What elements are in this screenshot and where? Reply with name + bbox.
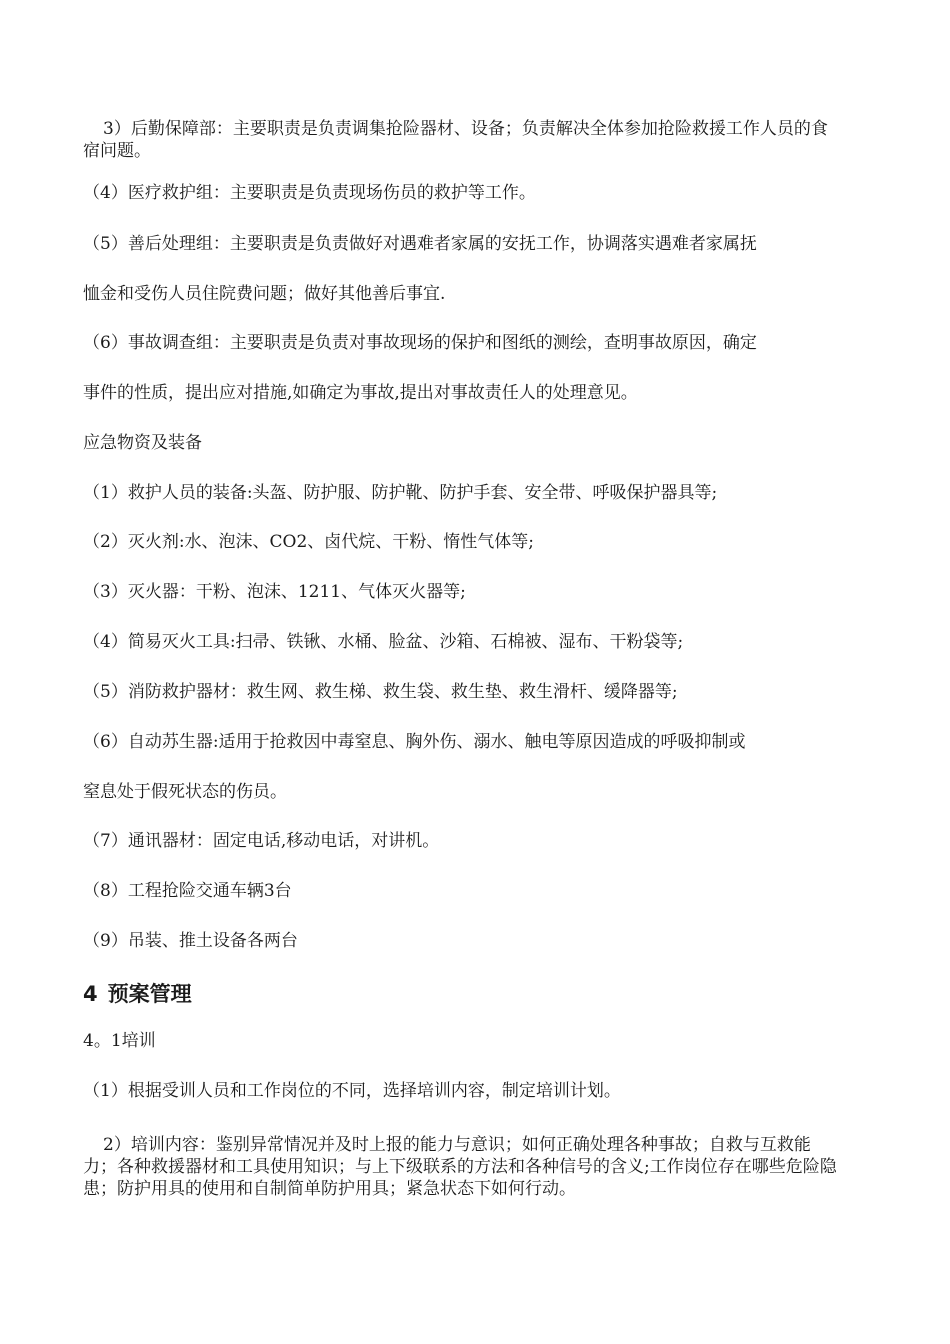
materials-heading: 应急物资及装备 — [83, 433, 202, 453]
materials-item: （7）通讯器材：固定电话,移动电话，对讲机。 — [83, 831, 440, 851]
section-title: 预案管理 — [107, 982, 192, 1006]
paragraph-aftermath-line2: 恤金和受伤人员住院费问题；做好其他善后事宜. — [83, 284, 446, 304]
materials-item: 窒息处于假死状态的伤员。 — [83, 782, 287, 802]
materials-item: （8）工程抢险交通车辆3台 — [83, 881, 292, 901]
paragraph-aftermath-line1: （5）善后处理组：主要职责是负责做好对遇难者家属的安抚工作，协调落实遇难者家属抚 — [83, 234, 757, 254]
subsection-heading: 4。1培训 — [83, 1031, 156, 1051]
paragraph-investigation-line2: 事件的性质，提出应对措施,如确定为事故,提出对事故责任人的处理意见。 — [83, 383, 638, 403]
paragraph-medical: （4）医疗救护组：主要职责是负责现场伤员的救护等工作。 — [83, 183, 536, 203]
materials-item: （6）自动苏生器:适用于抢救因中毒窒息、胸外伤、溺水、触电等原因造成的呼吸抑制或 — [83, 732, 746, 752]
paragraph-logistics: 3）后勤保障部：主要职责是负责调集抢险器材、设备；负责解决全体参加抢险救援工作人员的食宿问题。 — [83, 119, 828, 161]
paragraph-training-content: 2）培训内容：鉴别异常情况并及时上报的能力与意识；如何正确处理各种事故；自救与互救能力；各种救援器材和工具使用知识；与上下级联系的方法和各种信号的含义;工作岗位存在哪些危险隐患；防护用具的使用和自制简单防护用具；紧急状态下如何行动。 — [83, 1135, 837, 1199]
materials-item: （5）消防救护器材：救生网、救生梯、救生袋、救生垫、救生滑杆、缓降器等; — [83, 682, 678, 702]
paragraph-training-plan: （1）根据受训人员和工作岗位的不同，选择培训内容，制定培训计划。 — [83, 1081, 621, 1101]
paragraph-investigation-line1: （6）事故调查组：主要职责是负责对事故现场的保护和图纸的测绘，查明事故原因，确定 — [83, 333, 757, 353]
section-heading — [83, 980, 192, 1008]
materials-item: （2）灭火剂:水、泡沫、CO2、卤代烷、干粉、惰性气体等; — [83, 532, 535, 552]
section-number: 4 — [83, 982, 98, 1006]
materials-item: （1）救护人员的装备:头盔、防护服、防护靴、防护手套、安全带、呼吸保护器具等; — [83, 483, 718, 503]
materials-item: （4）简易灭火工具:扫帚、铁锹、水桶、脸盆、沙箱、石棉被、湿布、干粉袋等; — [83, 632, 684, 652]
materials-item: （9）吊装、推土设备各两台 — [83, 931, 298, 951]
materials-item: （3）灭火器：干粉、泡沫、1211、气体灭火器等; — [83, 582, 466, 602]
